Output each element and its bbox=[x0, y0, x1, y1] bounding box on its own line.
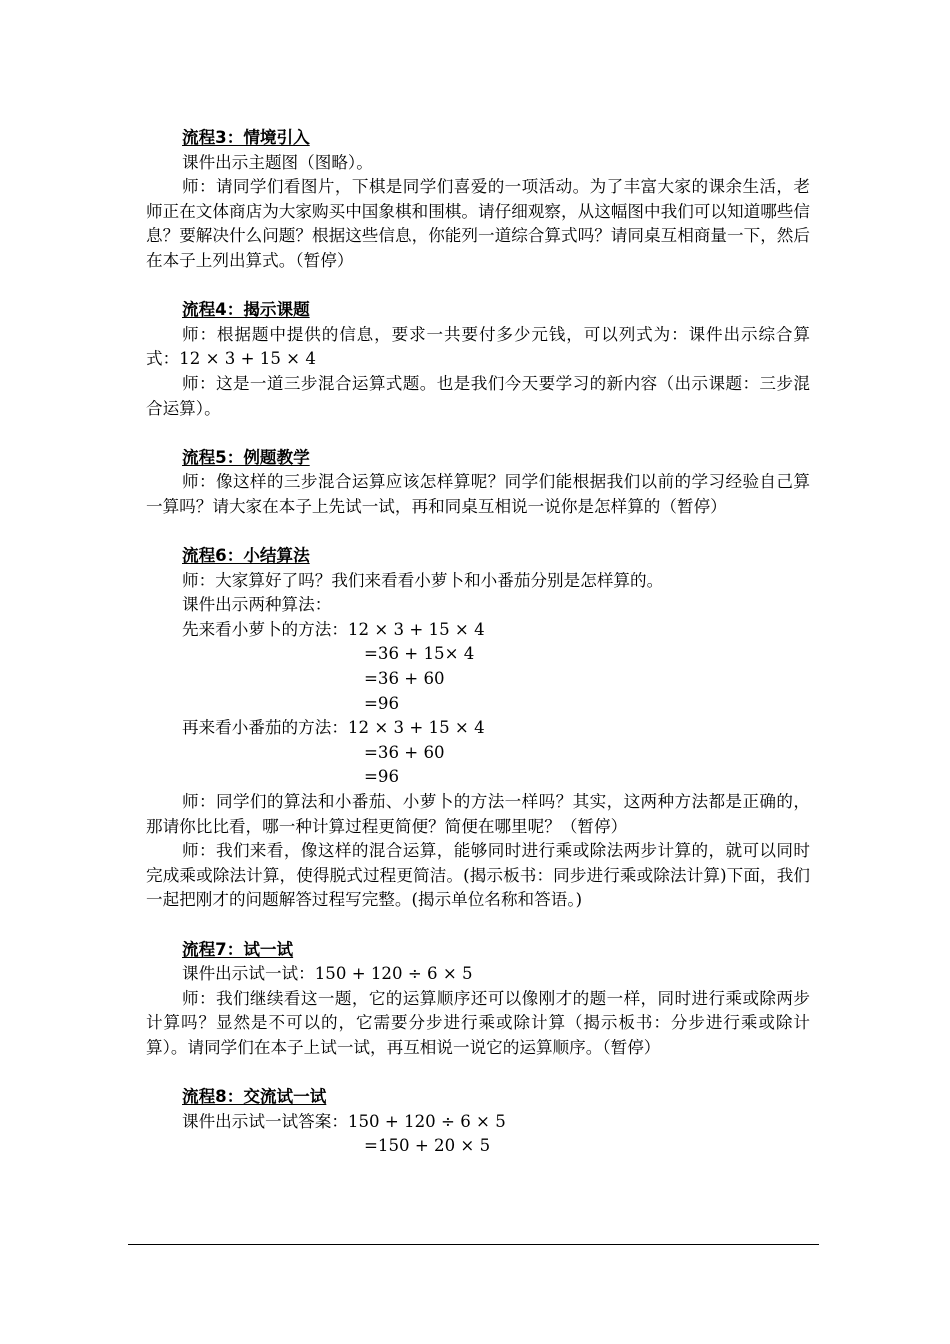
formula-line: 课件出示试一试：150 + 120 ÷ 6 × 5 bbox=[182, 964, 473, 984]
formula-step: =96 bbox=[364, 693, 400, 713]
formula-line: 再来看小番茄的方法：12 × 3 + 15 × 4 bbox=[182, 718, 485, 738]
spacer bbox=[146, 421, 810, 446]
formula-step: =150 + 20 × 5 bbox=[364, 1136, 491, 1156]
section-5-paragraph: 师：像这样的三步混合运算应该怎样算呢？同学们能根据我们以前的学习经验自己算一算吗？请大家在本子上先试一试，再和同桌互相说一说你是怎样算的（暂停） bbox=[146, 472, 810, 516]
section-6-heading: 流程6：小结算法 bbox=[182, 546, 310, 566]
document-body bbox=[146, 126, 810, 1159]
section-6-paragraph-3: 师：我们来看，像这样的混合运算，能够同时进行乘或除法两步计算的，就可以同时完成乘或除法计算，使得脱式过程更简洁。(揭示板书：同步进行乘或除法计算)下面，我们一起把刚才的问题解答过程写完整。(揭示单位名称和答语。) bbox=[146, 841, 810, 910]
spacer bbox=[146, 520, 810, 545]
formula-line: 课件出示试一试答案：150 + 120 ÷ 6 × 5 bbox=[182, 1111, 506, 1131]
section-6-line: 课件出示两种算法： bbox=[182, 595, 332, 615]
spacer bbox=[146, 274, 810, 299]
section-3-paragraph: 师：请同学们看图片，下棋是同学们喜爱的一项活动。为了丰富大家的课余生活，老师正在文体商店为大家购买中国象棋和围棋。请仔细观察，从这幅图中我们可以知道哪些信息？要解决什么问题？根据这些信息，你能列一道综合算式吗？请同桌互相商量一下，然后在本子上列出算式。（暂停） bbox=[146, 177, 810, 270]
spacer bbox=[146, 913, 810, 938]
formula-step: =36 + 60 bbox=[364, 742, 445, 762]
section-6-paragraph-2: 师：同学们的算法和小番茄、小萝卜的方法一样吗？其实，这两种方法都是正确的，那请你比比看，哪一种计算过程更简便？简便在哪里呢？（暂停） bbox=[146, 792, 810, 836]
section-7-paragraph: 师：我们继续看这一题，它的运算顺序还可以像刚才的题一样，同时进行乘或除两步计算吗？显然是不可以的，它需要分步进行乘或除计算（揭示板书：分步进行乘或除计算）。请同学们在本子上试一试，再互相说一说它的运算顺序。（暂停） bbox=[146, 988, 810, 1057]
spacer bbox=[146, 1061, 810, 1086]
section-4-paragraph-2: 师：这是一道三步混合运算式题。也是我们今天要学习的新内容（出示课题：三步混合运算）。 bbox=[146, 373, 810, 418]
section-4-paragraph-1: 师：根据题中提供的信息，要求一共要付多少元钱，可以列式为：课件出示综合算式：12 × 3 + 15 × 4 bbox=[146, 324, 810, 369]
formula-step: =96 bbox=[364, 767, 400, 787]
section-3-line-1: 课件出示主题图（图略）。 bbox=[182, 152, 373, 172]
footer-rule bbox=[128, 1244, 819, 1245]
formula-step: =36 + 60 bbox=[364, 669, 445, 689]
section-7-heading: 流程7：试一试 bbox=[182, 939, 294, 959]
formula-step: =36 + 15× 4 bbox=[364, 644, 475, 664]
section-8-heading: 流程8：交流试一试 bbox=[182, 1087, 327, 1107]
section-3-heading: 流程3：情境引入 bbox=[182, 128, 310, 147]
section-5-heading: 流程5：例题教学 bbox=[182, 447, 310, 467]
section-4-heading: 流程4：揭示课题 bbox=[182, 300, 310, 320]
formula-line: 先来看小萝卜的方法：12 × 3 + 15 × 4 bbox=[182, 619, 485, 639]
section-6-paragraph-1: 师：大家算好了吗？我们来看看小萝卜和小番茄分别是怎样算的。 bbox=[182, 570, 664, 590]
